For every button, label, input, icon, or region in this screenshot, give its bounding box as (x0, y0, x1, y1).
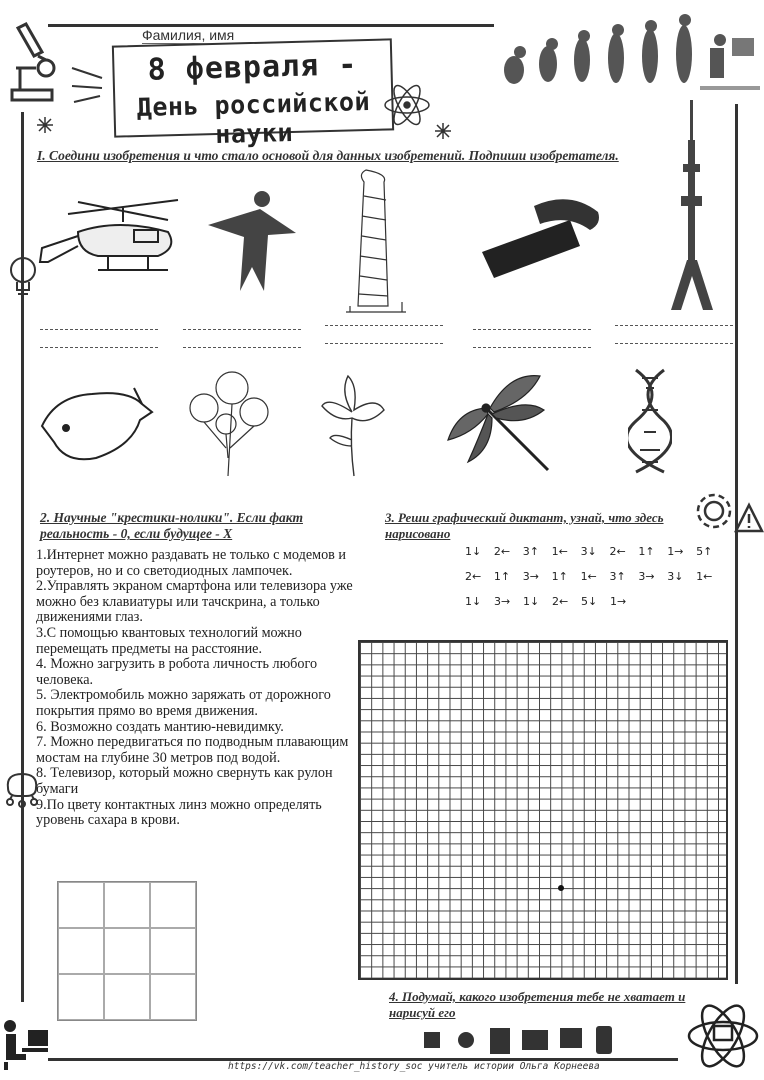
dictation-step: 5↓ (581, 595, 598, 608)
inventions-icons-row (420, 1022, 620, 1058)
flying-squirrel-icon (36, 376, 156, 466)
ttt-cell[interactable] (58, 928, 104, 974)
frame-right-line (735, 104, 738, 984)
dictation-step: 1↑ (551, 570, 568, 583)
dictation-step: 3→ (522, 570, 539, 583)
dictation-grid[interactable] (358, 640, 728, 980)
dictation-row (465, 595, 725, 608)
answer-line[interactable] (325, 330, 443, 344)
task2-heading: 2. Научные "крестики-нолики". Если факт реальность - 0, если будущее - Х (40, 510, 303, 541)
ttt-cell[interactable] (104, 882, 150, 928)
dictation-step: 2← (552, 595, 569, 608)
answer-line[interactable] (40, 334, 158, 348)
ttt-cell[interactable] (150, 882, 196, 928)
frame-top-line (48, 24, 494, 27)
dictation-row (465, 545, 725, 558)
ttt-cell[interactable] (104, 928, 150, 974)
warning-icon (734, 502, 764, 534)
task1-heading: I. Соедини изобретения и что стало основой для данных изобретений. Подпиши изобретателя. (37, 148, 619, 163)
helicopter-icon (38, 192, 188, 284)
fact-item: 4. Можно загрузить в робота личность любого человека. (36, 656, 318, 688)
graphic-dictation (465, 545, 725, 620)
dictation-step: 1← (696, 570, 713, 583)
answer-line[interactable] (325, 312, 443, 326)
frame-left-line (21, 112, 24, 1002)
title-line2: День российской науки (136, 86, 371, 149)
ttt-cell[interactable] (150, 928, 196, 974)
skyscraper-icon (344, 166, 408, 318)
dictation-step: 1↑ (493, 570, 511, 583)
person-computer-icon (0, 1018, 50, 1070)
footer-credit: https://vk.com/teacher_history_soc учитель истории Ольга Корнеева (228, 1061, 600, 1072)
fact-item: 1.Интернет можно раздавать не только с модемов и роутеров, но и со светодиодных лампочек. (36, 547, 347, 579)
ttt-cell[interactable] (58, 974, 104, 1020)
lily-icon (318, 366, 388, 478)
name-field-label: Фамилия, имя (142, 27, 235, 43)
lightbulb-icon (6, 252, 40, 300)
dictation-step: 1↓ (465, 545, 482, 558)
answer-line[interactable] (473, 316, 591, 330)
sparkle-icon-2 (434, 122, 452, 140)
dictation-step: 2← (465, 570, 482, 583)
title-line1: 8 февраля - (147, 47, 358, 88)
brain-network-icon (2, 768, 42, 808)
burdock-icon (182, 368, 274, 480)
answer-line[interactable] (40, 316, 158, 330)
sparkle-icon (36, 116, 54, 134)
wingsuit-icon (204, 187, 300, 297)
tv-tower-icon (667, 100, 717, 314)
ttt-cell[interactable] (150, 974, 196, 1020)
dictation-step: 2← (493, 545, 511, 558)
fact-item: 8. Телевизор, который можно свернуть как рулон бумаги (36, 765, 333, 797)
atom-computer-icon (686, 1000, 760, 1072)
answer-line[interactable] (473, 334, 591, 348)
microscope-icon (6, 16, 62, 108)
start-point (558, 885, 564, 891)
fact-item: 7. Можно передвигаться по подводным плавающим мостам на глубине 30 метров под водой. (36, 734, 349, 766)
ttt-cell[interactable] (104, 974, 150, 1020)
dictation-step: 1↓ (523, 595, 540, 608)
evolution-of-man-image (500, 8, 760, 93)
dictation-step: 1↑ (638, 545, 655, 558)
answer-line[interactable] (183, 316, 301, 330)
dictation-row (465, 570, 725, 583)
dictation-step: 1← (580, 570, 597, 583)
dictation-step: 5↑ (696, 545, 713, 558)
task4-heading: 4. Подумай, какого изобретения тебе не хватает и нарисуй его (389, 989, 686, 1020)
dictation-step: 3↑ (609, 570, 626, 583)
task3-heading: 3. Реши графический диктант, узнай, что здесь нарисовано (385, 510, 664, 541)
fact-item: 2.Управлять экраном смартфона или телевизора уже можно без клавиатуры или тачскрина, а только движениями глаз. (36, 578, 353, 626)
gear-icon (690, 487, 738, 535)
atom-icon-small (382, 80, 432, 130)
dictation-step: 3→ (638, 570, 655, 583)
ttt-cell[interactable] (58, 882, 104, 928)
dictation-step: 1→ (610, 595, 627, 608)
dictation-step: 1→ (667, 545, 684, 558)
dictation-step: 2← (609, 545, 626, 558)
answer-line[interactable] (183, 334, 301, 348)
fact-item: 3.С помощью квантовых технологий можно перемещать предметы на расстояние. (36, 624, 302, 657)
dictation-step: 3↓ (580, 545, 597, 558)
dictation-step: 3↓ (667, 570, 684, 583)
dna-icon (628, 366, 672, 476)
fact-item: 6. Возможно создать мантию-невидимку. (36, 718, 284, 735)
answer-line[interactable] (615, 330, 733, 344)
dictation-step: 1← (551, 545, 568, 558)
tic-tac-toe-grid[interactable] (57, 881, 197, 1021)
dictation-step: 3↑ (522, 545, 539, 558)
fact-item: 9.По цвету контактных линз можно определять уровень сахара в крови. (36, 796, 322, 829)
facts-list (36, 548, 366, 829)
fact-item: 5. Электромобиль можно заряжать от дорожного покрытия прямо во время движения. (36, 687, 331, 719)
dragonfly-icon (444, 370, 554, 474)
dictation-step: 1↓ (465, 595, 482, 608)
dictation-step: 3→ (494, 595, 511, 608)
decor-rays (70, 56, 106, 106)
answer-line[interactable] (615, 312, 733, 326)
velcro-icon (480, 190, 604, 282)
title-banner (112, 38, 394, 149)
